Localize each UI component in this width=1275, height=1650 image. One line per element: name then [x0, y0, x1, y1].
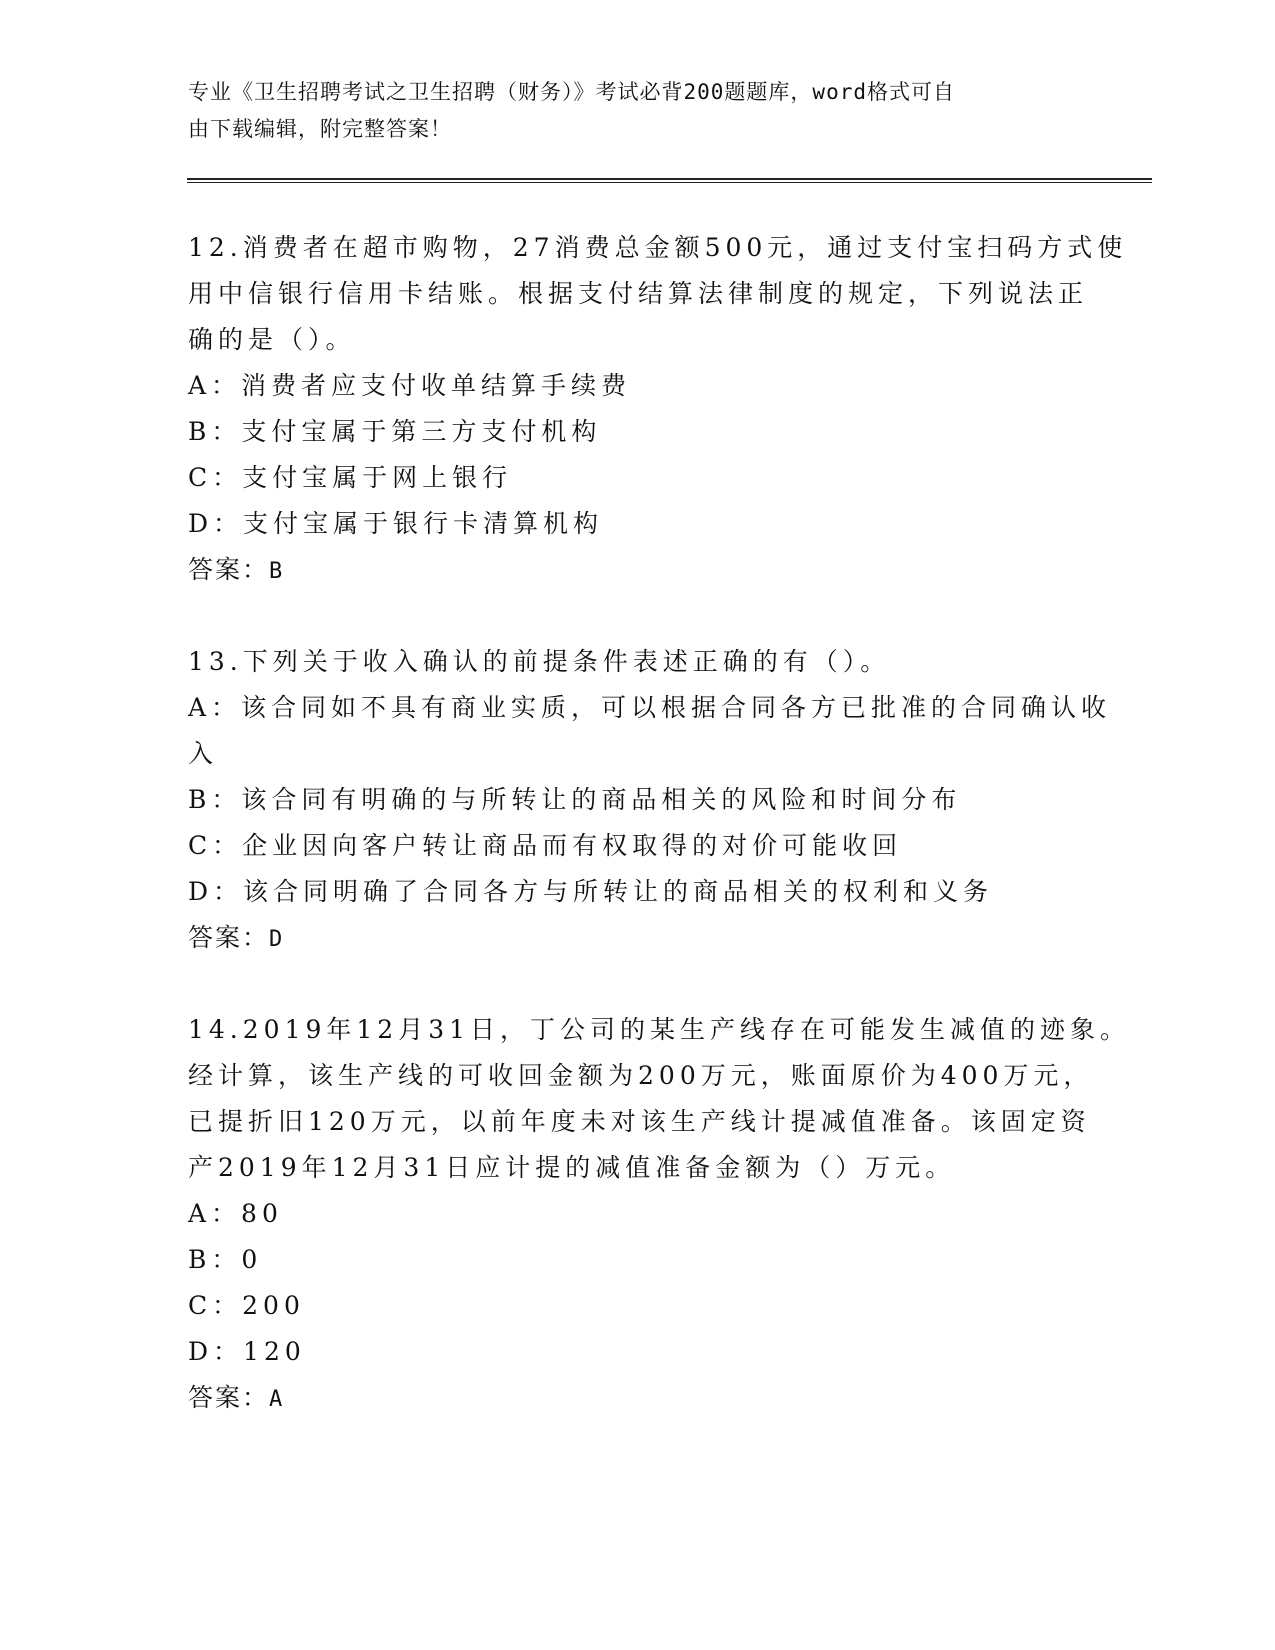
- answer-line: [188, 547, 1088, 593]
- question-13: [188, 639, 1112, 961]
- header-divider-thin: [187, 182, 1152, 183]
- question-text-line: 13.下列关于收入确认的前提条件表述正确的有（）。: [188, 647, 891, 676]
- answer-label: 答案：: [188, 555, 270, 584]
- answer-value: D: [269, 927, 285, 952]
- question-text-line: 用中信银行信用卡结账。根据支付结算法律制度的规定，下列说法正: [188, 279, 1089, 308]
- header-line-2: 由下载编辑，附完整答案！: [188, 117, 452, 141]
- question-text-line: 产2019年12月31日应计提的减值准备金额为（）万元。: [188, 1153, 956, 1182]
- answer-label: 答案：: [188, 1383, 270, 1412]
- option-d: D：支付宝属于银行卡清算机构: [188, 509, 604, 538]
- option-a: A：80: [188, 1199, 283, 1228]
- option-a-continued: 入: [188, 739, 219, 768]
- question-text-line: 14.2019年12月31日，丁公司的某生产线存在可能发生减值的迹象。: [188, 1015, 1131, 1044]
- option-a: A：消费者应支付收单结算手续费: [188, 371, 632, 400]
- answer-value: B: [269, 559, 285, 584]
- answer-value: A: [269, 1387, 285, 1412]
- question-text-line: 经计算，该生产线的可收回金额为200万元，账面原价为400万元，: [188, 1061, 1094, 1090]
- option-c: C：支付宝属于网上银行: [188, 463, 513, 492]
- header-divider-thick: [187, 178, 1152, 180]
- answer-line: [188, 1375, 1088, 1421]
- option-c: C：企业因向客户转让商品而有权取得的对价可能收回: [188, 831, 903, 860]
- option-d: D：该合同明确了合同各方与所转让的商品相关的权利和义务: [188, 877, 994, 906]
- header-line-1: 专业《卫生招聘考试之卫生招聘（财务）》考试必背200题题库，word格式可自: [188, 80, 955, 104]
- option-b: B：该合同有明确的与所转让的商品相关的风险和时间分布: [188, 785, 962, 814]
- option-c: C：200: [188, 1291, 305, 1320]
- question-text-line: 12.消费者在超市购物，27消费总金额500元，通过支付宝扫码方式使: [188, 233, 1128, 262]
- option-a: A：该合同如不具有商业实质，可以根据合同各方已批准的合同确认收: [188, 693, 1112, 722]
- question-12: [188, 225, 1128, 593]
- answer-line: [188, 915, 1088, 961]
- question-text-line: 已提折旧120万元，以前年度未对该生产线计提减值准备。该固定资: [188, 1107, 1091, 1136]
- question-text-line: 确的是（）。: [188, 325, 356, 354]
- document-header: [188, 74, 1068, 148]
- option-b: B：0: [188, 1245, 263, 1274]
- answer-label: 答案：: [188, 923, 270, 952]
- option-d: D：120: [188, 1337, 306, 1366]
- option-b: B：支付宝属于第三方支付机构: [188, 417, 602, 446]
- question-14: [188, 1007, 1131, 1421]
